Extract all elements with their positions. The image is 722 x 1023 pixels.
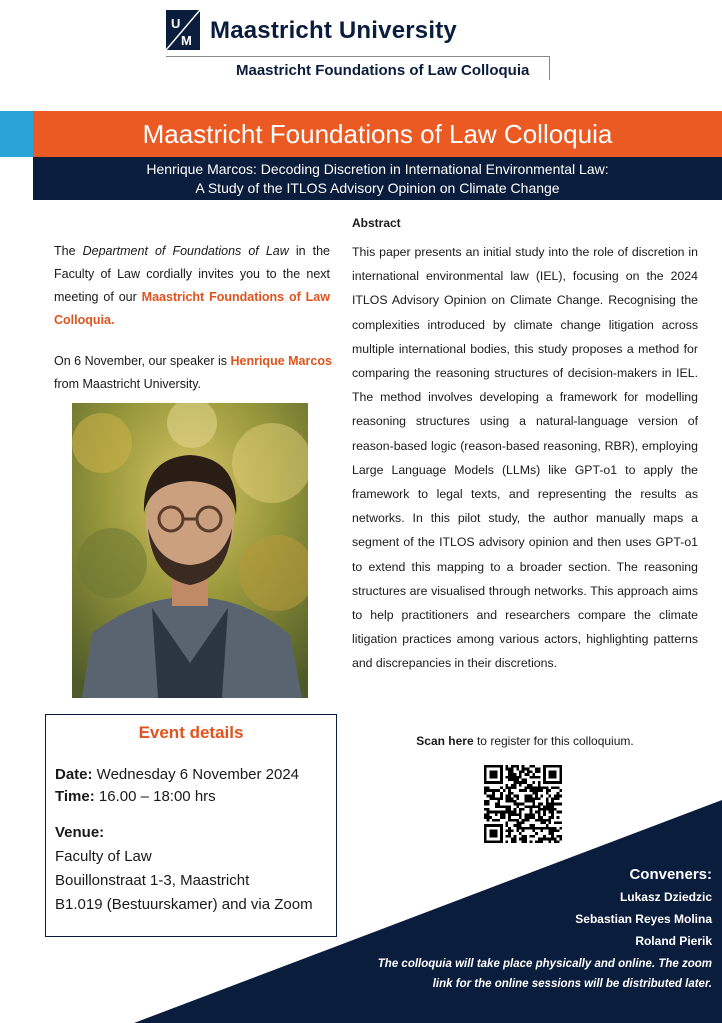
conveners-heading: Conveners: — [629, 866, 712, 883]
footer-line-2: link for the online sessions will be distributed later. — [432, 978, 712, 990]
banner-title: Maastricht Foundations of Law Colloquia — [142, 119, 613, 149]
abstract-heading: Abstract — [352, 216, 401, 230]
subtitle-line-1: Henrique Marcos: Decoding Discretion in International Environmental Law: — [146, 161, 609, 177]
series-name: Maastricht Foundations of Law Colloquia — [236, 62, 530, 79]
footer-line-1: The colloquia will take place physically and online. The zoom — [377, 958, 712, 970]
venue-label: Venue: — [55, 824, 105, 841]
abstract-body: This paper presents an initial study into the role of discretion in international environmental law (IEL), focusing on the 2024 ITLOS Advisory Opinion on Climate Change. Recognising the complexities introduced by climate change litigation across multiple international bodies, this study proposes a method for comparing the reasoning structures of decision-makers in IEL. The method involves developing a framework for modelling reasoning structures using a natural-language version of reason-based logic (reason-based reasoning, RBR), employing Large Language Models (LLMs) like GPT-o1 to apply the framework to legal texts, and representing the results as networks. In this pilot study, the author manually maps a segment of the ITLOS advisory opinion and then uses GPT-o1 to extend this mapping to a broader section. The reasoning structures are visualised through networks. This approach aims to help practitioners and researchers compare the climate litigation practices among various actors, highlighting patterns and discrepancies in their discretions. — [352, 245, 698, 671]
speaker-affiliation: from Maastricht University. — [54, 377, 202, 391]
colloquia-name: Maastricht Foundations of Law Colloquia. — [54, 290, 330, 327]
department-name: Department of Foundations of Law — [82, 244, 289, 258]
venue-line-1: Faculty of Law — [55, 848, 152, 865]
venue-line-2: Bouillonstraat 1-3, Maastricht — [55, 872, 250, 889]
subtitle-line-2: A Study of the ITLOS Advisory Opinion on Climate Change — [195, 180, 560, 196]
speaker-text: On 6 November, our speaker is — [54, 354, 231, 368]
venue-line-3: B1.019 (Bestuurskamer) and via Zoom — [55, 896, 313, 913]
intro-text-cont: in the Faculty of Law cordially invites you to the next meeting of our — [54, 244, 331, 304]
convener-name: Roland Pierik — [635, 934, 712, 948]
intro-text: The — [54, 244, 83, 258]
time-value: 16.00 – 18:00 hrs — [94, 788, 216, 805]
scan-text: to register for this colloquium. — [473, 734, 634, 748]
scan-here: Scan here — [416, 734, 474, 748]
university-name: Maastricht University — [210, 17, 457, 44]
speaker-name: Henrique Marcos — [230, 354, 332, 368]
footer-note — [360, 954, 712, 994]
time-label: Time: — [55, 788, 95, 805]
convener-name: Sebastian Reyes Molina — [575, 912, 712, 926]
date-label: Date: — [55, 766, 93, 783]
date-value: Wednesday 6 November 2024 — [92, 766, 300, 783]
svg-text:M: M — [181, 33, 192, 48]
svg-text:U: U — [171, 16, 181, 31]
convener-name: Lukasz Dziedzic — [619, 890, 712, 904]
event-details-heading: Event details — [138, 723, 244, 742]
